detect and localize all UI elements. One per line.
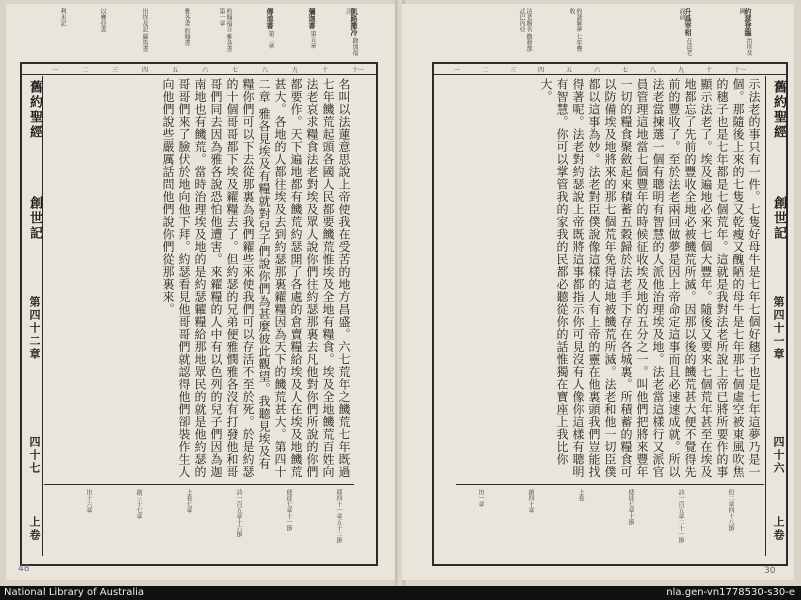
column-number: 九 [678, 67, 685, 74]
reference: 詩一百五章二十一節 [677, 489, 684, 543]
column-number: 二 [82, 67, 89, 74]
reference: 創四十章 [527, 489, 534, 513]
left-text-frame [20, 62, 378, 566]
header-note: 以賽亞書 [99, 8, 106, 32]
reference: 詩一百五章十六節 [235, 489, 242, 537]
right-text-frame [432, 62, 788, 566]
column-number: 六 [594, 67, 601, 74]
column-number: 十一 [352, 67, 365, 74]
volume-label: 上卷 [28, 516, 41, 542]
column-number: 四 [538, 67, 545, 74]
footer-bar [0, 586, 801, 600]
column-number: 九 [292, 67, 299, 74]
header-note: 利未記 [59, 8, 66, 26]
header-note: 雅各書 約翰書 [183, 8, 190, 46]
book-title: 舊約聖經 [771, 80, 786, 140]
book-name: 創世記 [27, 196, 42, 241]
header-note: 凱路撒冷 錄加福音 [344, 8, 359, 56]
column-number-row [434, 64, 786, 75]
column-number: 七 [622, 67, 629, 74]
page-number: 四十六 [772, 436, 785, 475]
book-name: 創世記 [771, 196, 786, 241]
right-page [402, 4, 794, 580]
chapter-label: 第四十一章 [772, 296, 785, 361]
reference: 上卷七章 [185, 489, 192, 513]
right-title-column [765, 76, 786, 556]
column-number: 三 [510, 67, 517, 74]
column-number: 十 [322, 67, 329, 74]
column-number: 八 [262, 67, 269, 74]
right-header-notes [432, 8, 762, 58]
reference: 出一章 [477, 489, 484, 507]
header-note: 約瑟解夢 七年豐收 [568, 8, 582, 52]
reference: 耶四十一章五十二節 [335, 489, 342, 543]
column-number: 十一 [734, 67, 747, 74]
book-title: 舊約聖經 [27, 80, 42, 140]
header-note: 傳道書 第二章 [266, 8, 275, 49]
left-body-text: 名叫以法蓮意思說上帝使我在受苦的地方昌盛。六七荒年之饑荒七年既過七年饑荒起頭各國人民都要饑荒惟埃及全地有糧食。埃及全地饑荒百姓向法老哀求糧食法老對埃及眾人說你們往約瑟那裏去凡他對你們所說的你們都要作。天下遍地都有饑荒約瑟開了各處的倉賣糧給埃及人在埃及地饑荒甚大。各地的人都往埃及去到約瑟那裏糴糧因為天下的饑荒甚大。第四十二章 雅各見埃及有糧就對兒子們說你們為甚麼彼此觀望。我聽見埃及有糧你們可以下去從那裏為我們糴些來使我們可以存活不至於死。於是約瑟的十個哥哥都下埃及糴糧去了。但約瑟的兄弟便雅憫雅各沒有打發他和哥哥們同去因為雅各說恐怕他遭害。來糴糧的人中有以色列的兒子們因為迦南地也有饑荒。當時治理埃及地的是約瑟糶糧給那地眾民的就是他約瑟的哥哥們來了臉伏於地向他下拜。約瑟看見他哥哥們就認得他們卻裝作生人向他們說些嚴厲話問他們說你們從那裏來。 [161, 78, 351, 478]
right-references [456, 484, 764, 561]
reference: 使徒七章十節 [627, 489, 634, 525]
right-body-text: 示法老的事只有一件。七隻好母牛是七年七個好穗子也是七年這夢乃是一個。那隨後上來的七隻又乾瘦又醜陋的母牛是七年那七個虛空被東風吹焦的穗子也是七年都是七個荒年。這就是我對法老所說上帝已將所要作的事顯示法老了。埃及遍地必來七個大豐年。隨後又要來七個荒年甚至在埃及地都忘了先前的豐收全地必被饑荒所滅。因那以後的饑荒甚大便不覺得先前的豐收了。至於法老兩回做夢是因上帝命定這事而且必速速成就。所以法老當揀選一個有聰明有智慧的人派他治理埃及地。法老當這樣行又派官員管理這地當七個豐年的時候征收埃及地的五分之一。叫他們把將來豐年一切的糧食聚斂起來積蓄五穀歸於法老手下存在各城裏。所積蓄的糧食可以防備埃及地將來的那七個荒年免得這地被饑荒所滅。法老和他一切臣僕都以這事為妙。法老對臣僕說像這樣的人有上帝的靈在他裏頭我們豈能找得著呢。法老對約瑟說上帝既將這事都指示你可見沒有人像你這樣有聰明有智慧。你可以掌管我的家我的民都必聽從你的話惟獨在寶座上我比你大。 [539, 78, 761, 478]
page-stamp: 48 [18, 564, 30, 574]
header-note: 約瑟登臨 治埃及國 [738, 8, 753, 56]
volume-label: 上卷 [772, 516, 785, 542]
header-note: 升爲宰相 在法老面前 [678, 8, 693, 56]
header-note: 彌迦書 第五章 [308, 8, 317, 49]
left-header-notes [26, 8, 366, 58]
page-number: 四十七 [28, 436, 41, 475]
chapter-label: 第四十二章 [28, 296, 41, 361]
reference: 上卷 [577, 489, 584, 501]
column-number: 七 [232, 67, 239, 74]
column-number: 一 [454, 67, 461, 74]
column-number: 八 [650, 67, 657, 74]
column-number: 一 [52, 67, 59, 74]
left-page [6, 4, 396, 580]
column-number: 五 [566, 67, 573, 74]
header-note: 法老賜名 撒發那忒巴內亞 [518, 8, 532, 52]
reference: 創三十七章 [135, 489, 142, 519]
reference: 出十六章 [85, 489, 92, 513]
reference: 使徒七章十一節 [285, 489, 292, 531]
left-title-column [22, 76, 43, 556]
image-identifier: nla.gen-vn1778530-s30-e [666, 587, 795, 598]
header-note: 出埃及記 羅馬書 [141, 8, 148, 52]
reference: 但二章四十八節 [727, 489, 734, 531]
column-number: 十 [706, 67, 713, 74]
column-number: 五 [172, 67, 179, 74]
column-number: 二 [482, 67, 489, 74]
column-number: 四 [142, 67, 149, 74]
column-number-row [22, 64, 376, 75]
column-number: 三 [112, 67, 119, 74]
library-credit: National Library of Australia [4, 587, 145, 598]
header-note: 約翰福音 雅各書 第一章 [218, 8, 232, 52]
page-stamp: 30 [764, 566, 776, 576]
column-number: 六 [202, 67, 209, 74]
left-references [44, 484, 354, 561]
